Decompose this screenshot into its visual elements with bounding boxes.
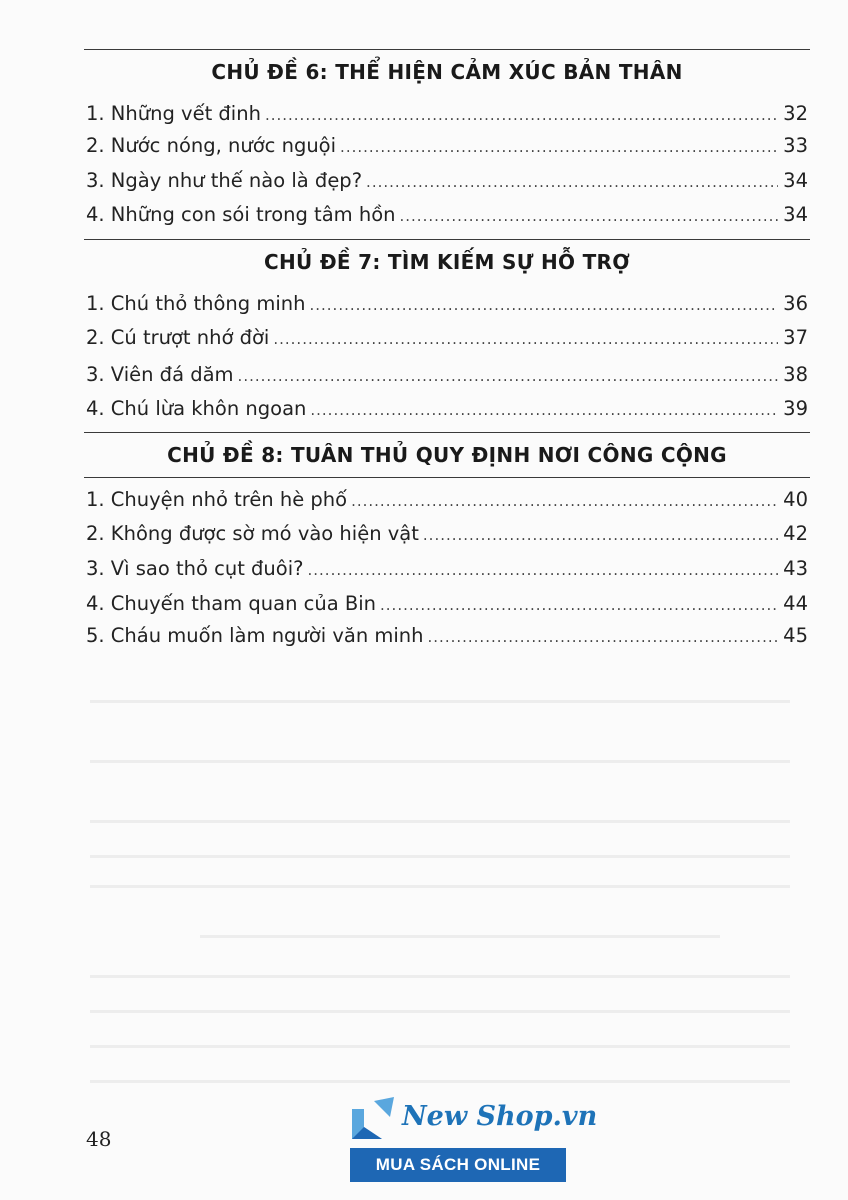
dot-leader: [308, 561, 779, 579]
toc-entry-page: 37: [783, 326, 808, 349]
toc-entry-page: 32: [783, 102, 808, 125]
toc-entry-title: 1. Chuyện nhỏ trên hè phố: [86, 488, 348, 511]
toc-entry[interactable]: [86, 592, 808, 622]
section-title-8: CHỦ ĐỀ 8: TUÂN THỦ QUY ĐỊNH NƠI CÔNG CỘNG: [167, 443, 727, 467]
toc-entry-title: 2. Không được sờ mó vào hiện vật: [86, 522, 419, 545]
toc-entry[interactable]: [86, 624, 808, 654]
toc-entry-page: 33: [783, 134, 808, 157]
toc-entry[interactable]: [86, 326, 808, 356]
dot-leader: [310, 401, 778, 419]
section-title-6: CHỦ ĐỀ 6: THỂ HIỆN CẢM XÚC BẢN THÂN: [211, 60, 683, 84]
dot-leader: [428, 628, 778, 646]
toc-entry-page: 38: [783, 363, 808, 386]
page-number: 48: [86, 1127, 112, 1151]
section-divider: [84, 239, 810, 240]
logo-text: New Shop.vn: [402, 1101, 598, 1132]
toc-entry-title: 4. Chuyến tham quan của Bin: [86, 592, 377, 615]
toc-entry-page: 39: [783, 397, 808, 420]
dot-leader: [351, 492, 778, 510]
toc-entry-title: 2. Nước nóng, nước nguội: [86, 134, 337, 157]
toc-entry-page: 40: [783, 488, 808, 511]
dot-leader: [340, 138, 778, 156]
toc-entry-page: 34: [783, 203, 808, 226]
toc-entry[interactable]: [86, 292, 808, 322]
toc-entry[interactable]: [86, 203, 808, 233]
toc-entry-title: 5. Cháu muốn làm người văn minh: [86, 624, 424, 647]
section-divider: [84, 477, 810, 478]
section-divider: [84, 432, 810, 433]
toc-entry-title: 3. Vì sao thỏ cụt đuôi?: [86, 557, 304, 580]
toc-entry-title: 3. Ngày như thế nào là đẹp?: [86, 169, 363, 192]
shop-logo[interactable]: [350, 1095, 598, 1185]
section-title-7: CHỦ ĐỀ 7: TÌM KIẾM SỰ HỖ TRỢ: [264, 250, 630, 274]
toc-entry[interactable]: [86, 169, 808, 199]
toc-entry[interactable]: [86, 557, 808, 587]
logo-banner: MUA SÁCH ONLINE: [350, 1148, 566, 1182]
dot-leader: [380, 596, 778, 614]
toc-entry-page: 34: [783, 169, 808, 192]
toc-entry[interactable]: [86, 134, 808, 164]
toc-entry[interactable]: [86, 397, 808, 427]
toc-entry-page: 36: [783, 292, 808, 315]
toc-entry-title: 1. Chú thỏ thông minh: [86, 292, 306, 315]
dot-leader: [238, 367, 778, 385]
toc-entry-page: 43: [783, 557, 808, 580]
toc-entry-title: 1. Những vết đinh: [86, 102, 261, 125]
dot-leader: [265, 106, 778, 124]
dot-leader: [309, 296, 778, 314]
toc-entry[interactable]: [86, 488, 808, 518]
toc-entry-title: 3. Viên đá dăm: [86, 363, 234, 386]
toc-entry[interactable]: [86, 363, 808, 393]
toc-entry-page: 44: [783, 592, 808, 615]
toc-entry-page: 45: [783, 624, 808, 647]
toc-entry[interactable]: [86, 522, 808, 552]
toc-entry-page: 42: [783, 522, 808, 545]
toc-entry-title: 4. Những con sói trong tâm hồn: [86, 203, 396, 226]
dot-leader: [366, 173, 778, 191]
toc-entry-title: 2. Cú trượt nhớ đời: [86, 326, 270, 349]
toc-entry-title: 4. Chú lừa khôn ngoan: [86, 397, 307, 420]
dot-leader: [273, 330, 778, 348]
arrow-logo-icon: [350, 1095, 396, 1141]
dot-leader: [423, 526, 778, 544]
section-divider: [84, 49, 810, 50]
toc-entry[interactable]: [86, 102, 808, 132]
dot-leader: [400, 207, 779, 225]
